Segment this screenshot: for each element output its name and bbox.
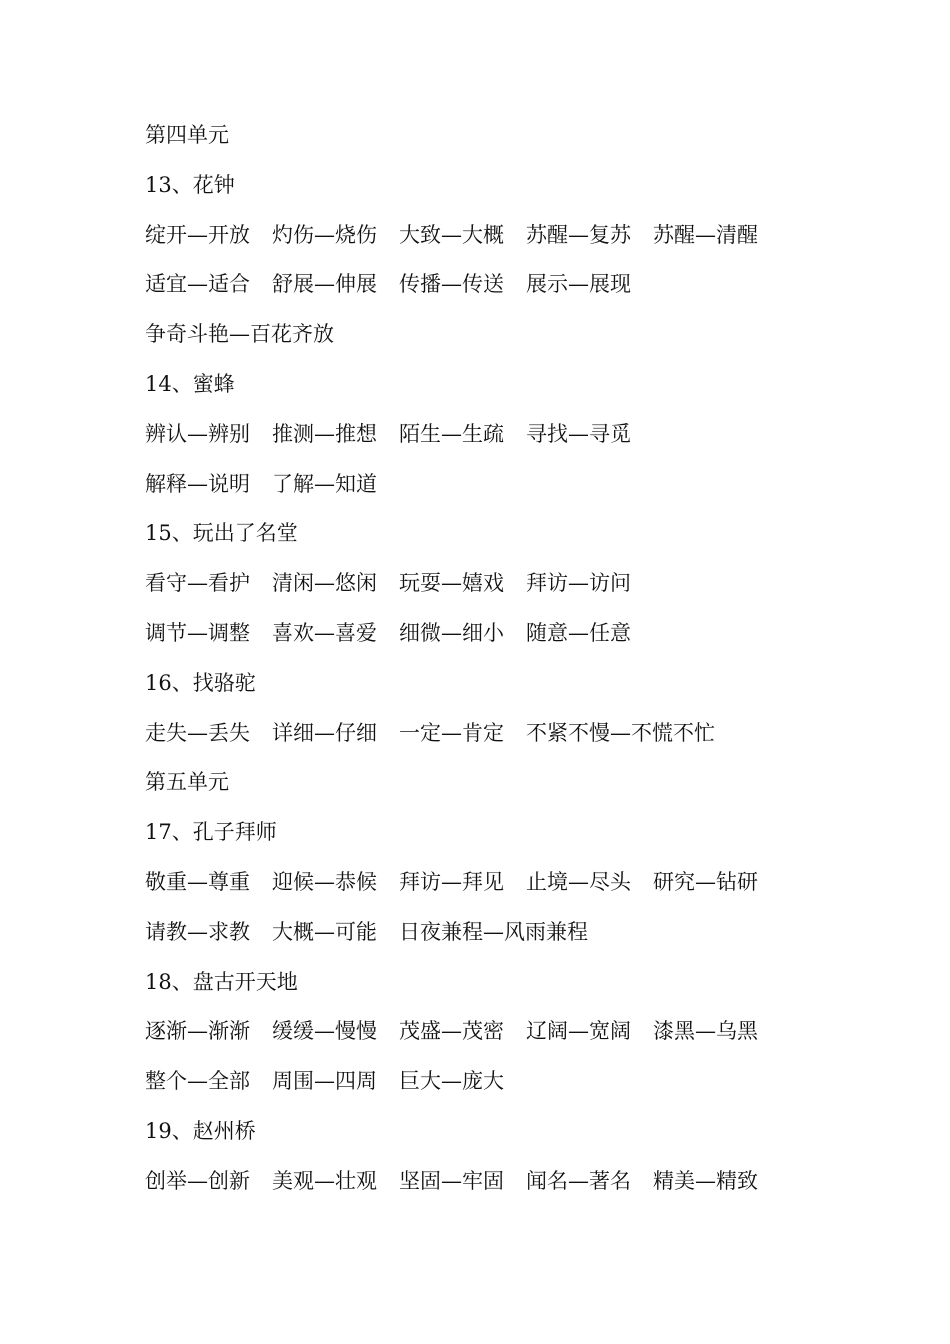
synonym-row [145,858,865,908]
synonym-row [145,709,865,759]
synonym-row [145,1007,865,1057]
synonym-pair: 细微—细小 [399,620,504,645]
synonym-pair: 陌生—生疏 [399,421,504,446]
synonym-pair: 一定—肯定 [399,720,504,745]
synonym-pair: 解释—说明 [145,471,250,496]
synonym-pair: 拜访—访问 [526,571,631,596]
synonym-pair: 敬重—尊重 [145,869,250,894]
synonym-pair: 玩耍—嬉戏 [399,571,504,596]
synonym-pair: 大概—可能 [272,919,377,944]
section-heading: 15、玩出了名堂 [145,521,298,546]
synonym-pair: 巨大—庞大 [399,1069,504,1094]
synonym-pair: 迎候—恭候 [272,869,377,894]
synonym-pair: 闻名—著名 [526,1168,631,1193]
synonym-pair: 详细—仔细 [272,720,377,745]
section-heading: 16、找骆驼 [145,670,256,695]
section-heading: 14、蜜蜂 [145,371,235,396]
synonym-row [145,559,865,609]
synonym-pair: 展示—展现 [526,272,631,297]
synonym-pair: 寻找—寻觅 [526,421,631,446]
section-heading: 18、盘古开天地 [145,969,298,994]
synonym-pair: 苏醒—复苏 [526,222,631,247]
synonym-pair: 辽阔—宽阔 [526,1019,631,1044]
synonym-row [145,460,865,510]
section-heading: 13、花钟 [145,172,235,197]
synonym-row [145,609,865,659]
synonym-row [145,211,865,261]
synonym-row [145,410,865,460]
section-heading: 第四单元 [145,123,229,147]
section-heading: 17、孔子拜师 [145,820,277,845]
synonym-pair: 绽开—开放 [145,222,250,247]
synonym-pair: 茂盛—茂密 [399,1019,504,1044]
synonym-pair: 灼伤—烧伤 [272,222,377,247]
synonym-pair: 不紧不慢—不慌不忙 [526,720,715,745]
synonym-pair: 辨认—辨别 [145,421,250,446]
synonym-pair: 走失—丢失 [145,720,250,745]
synonym-pair: 舒展—伸展 [272,272,377,297]
synonym-pair: 日夜兼程—风雨兼程 [399,919,588,944]
synonym-pair: 苏醒—清醒 [653,222,758,247]
synonym-pair: 拜访—拜见 [399,869,504,894]
synonym-pair: 整个—全部 [145,1069,250,1094]
synonym-pair: 传播—传送 [399,272,504,297]
synonym-pair: 创举—创新 [145,1168,250,1193]
synonym-pair: 随意—任意 [526,620,631,645]
synonym-pair: 止境—尽头 [526,869,631,894]
synonym-pair: 清闲—悠闲 [272,571,377,596]
synonym-pair: 请教—求教 [145,919,250,944]
synonym-pair: 推测—推想 [272,421,377,446]
synonym-pair: 坚固—牢固 [399,1168,504,1193]
synonym-pair: 适宜—适合 [145,272,250,297]
synonym-row [145,1157,865,1207]
synonym-pair: 了解—知道 [272,471,377,496]
synonym-pair: 逐渐—渐渐 [145,1019,250,1044]
synonym-pair: 调节—调整 [145,620,250,645]
synonym-pair: 漆黑—乌黑 [653,1019,758,1044]
synonym-row [145,908,865,958]
synonym-pair: 大致—大概 [399,222,504,247]
synonym-pair: 喜欢—喜爱 [272,620,377,645]
synonym-pair: 美观—壮观 [272,1168,377,1193]
section-heading: 19、赵州桥 [145,1118,256,1143]
synonym-row [145,310,865,360]
synonym-row [145,1057,865,1107]
synonym-pair: 周围—四周 [272,1069,377,1094]
synonym-pair: 看守—看护 [145,571,250,596]
document-page [145,111,865,1207]
synonym-row [145,260,865,310]
synonym-pair: 缓缓—慢慢 [272,1019,377,1044]
synonym-pair: 研究—钻研 [653,869,758,894]
synonym-pair: 争奇斗艳—百花齐放 [145,322,334,347]
section-heading: 第五单元 [145,770,229,795]
synonym-pair: 精美—精致 [653,1168,758,1193]
